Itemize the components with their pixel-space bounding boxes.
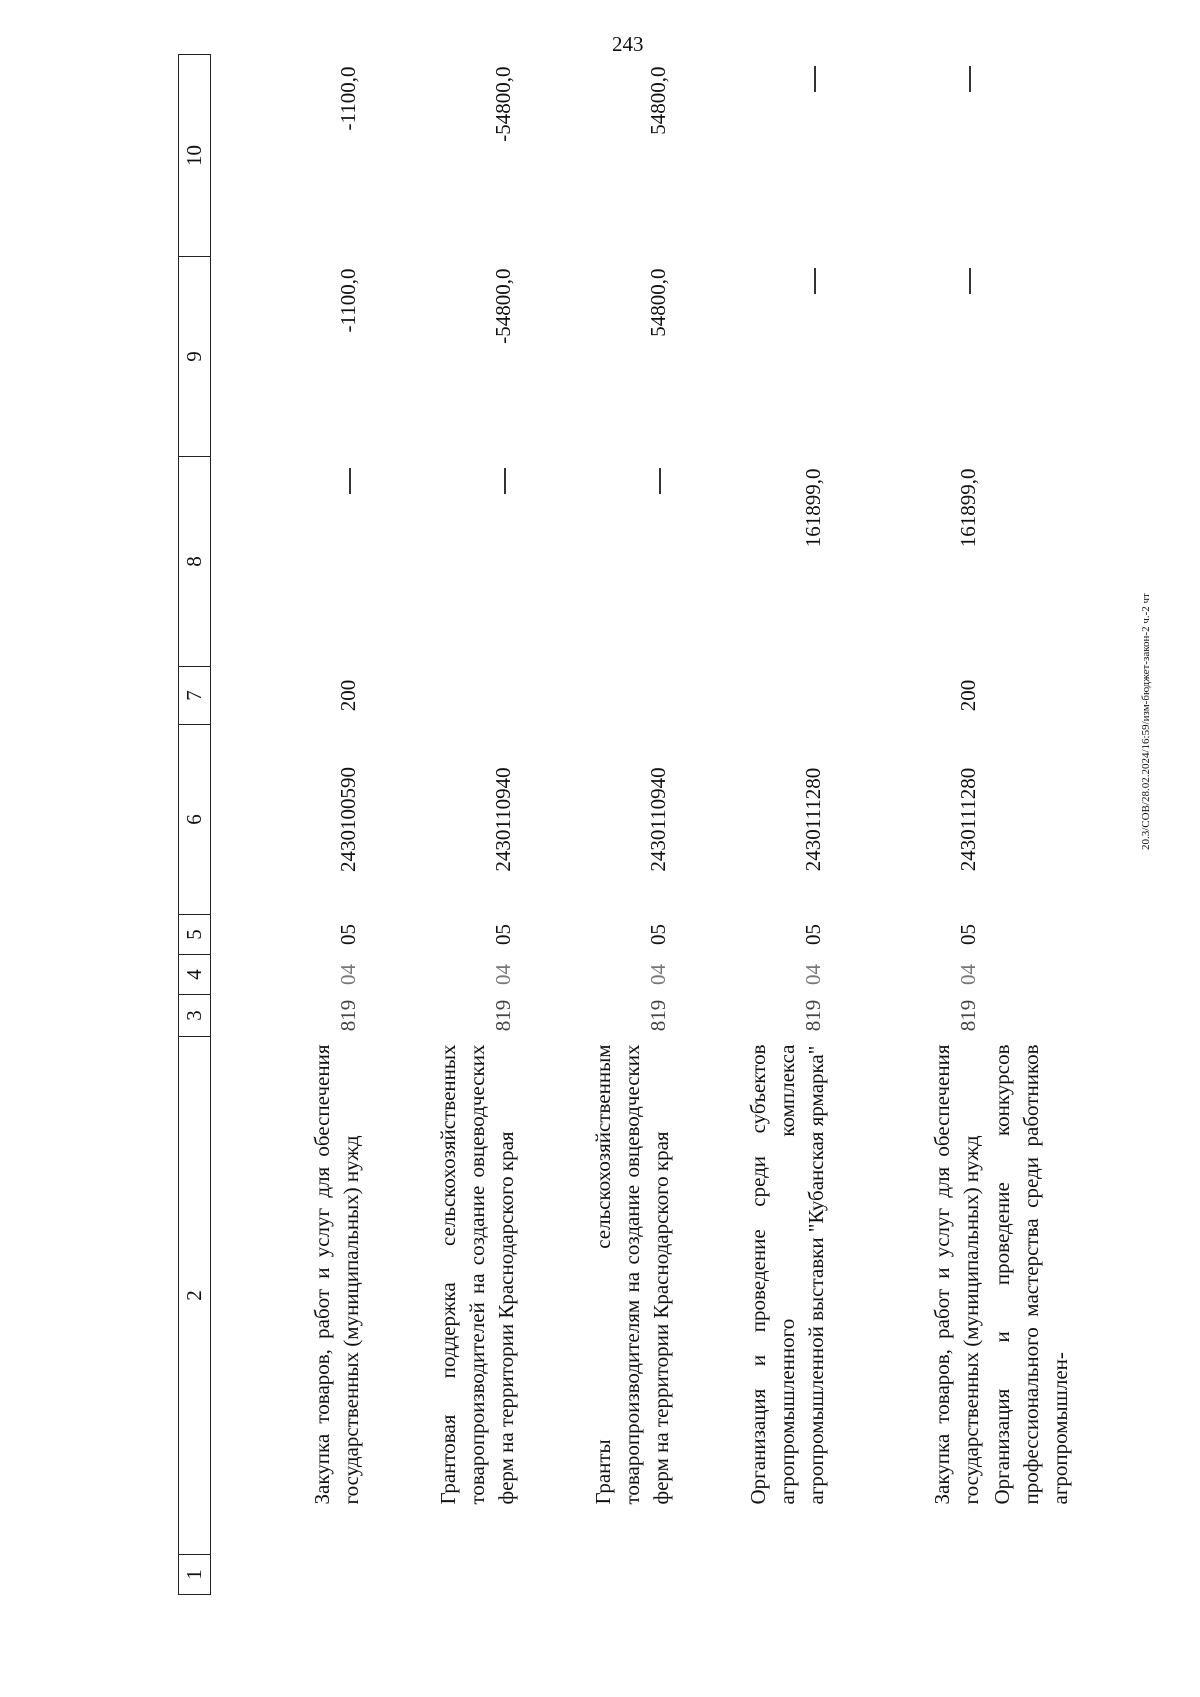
cell-col-5: [986, 915, 1141, 955]
cell-col-5: 05: [646, 924, 670, 945]
cell-col-1: [676, 1555, 831, 1595]
cell-col-8: [986, 457, 1141, 667]
cell-col-10: 54800,0: [646, 66, 670, 135]
table-row: [831, 55, 986, 1595]
col-header-6: 6: [179, 725, 211, 915]
cell-col-3: 819: [956, 999, 980, 1032]
cell-col-3: 819: [336, 999, 360, 1032]
cell-col-5: 05: [801, 924, 825, 945]
table-row: [521, 55, 676, 1595]
col-header-10: 10: [179, 55, 211, 257]
cell-col-9: 54800,0: [646, 268, 670, 337]
cell-col-9: [831, 257, 986, 457]
col-header-9: 9: [179, 257, 211, 457]
cell-col-7: [986, 667, 1141, 725]
col-header-2: 2: [179, 1037, 211, 1555]
cell-col-9: -1100,0: [336, 268, 360, 333]
cell-col-9: -54800,0: [491, 268, 515, 344]
cell-col-8: 161899,0: [801, 468, 825, 548]
cell-col-5: 05: [956, 924, 980, 945]
cell-col-10: -1100,0: [336, 66, 360, 131]
cell-col-3: 819: [491, 999, 515, 1032]
cell-col-3: 819: [801, 999, 825, 1032]
cell-col-1: [211, 1555, 367, 1595]
cell-name: Организация и проведение конкурсов профессионального мастерства среди работников агропромышлен-: [990, 1044, 1072, 1505]
header-row: [179, 55, 211, 1595]
cell-col-6: 2430100590: [336, 767, 360, 872]
cell-col-4: 04: [801, 964, 825, 985]
cell-col-1: [986, 1555, 1141, 1595]
cell-col-4: 04: [491, 964, 515, 985]
cell-col-6: 2430111280: [801, 767, 825, 872]
cell-col-9: [986, 257, 1141, 457]
col-header-1: 1: [179, 1555, 211, 1595]
cell-col-4: 04: [956, 964, 980, 985]
cell-col-8: [366, 457, 521, 667]
cell-col-8: [211, 457, 367, 667]
dash-mark: [814, 67, 815, 93]
dash-mark: [659, 469, 660, 495]
cell-col-7: 200: [956, 679, 980, 712]
cell-col-3: 819: [646, 999, 670, 1032]
col-header-7: 7: [179, 667, 211, 725]
dash-mark: [349, 469, 350, 495]
cell-col-10: -54800,0: [491, 66, 515, 142]
cell-col-10: [676, 55, 831, 257]
table-body: [211, 55, 1142, 1595]
cell-col-7: [366, 667, 521, 725]
cell-name: Организация и проведение среди субъектов агропромышленного комплекса агропромышленной выставки "Кубанская ярмарка": [746, 1044, 828, 1505]
cell-col-4: [986, 955, 1141, 995]
footer-stamp: 20.3/СОВ/28.02.2024/16:59/изм-бюджет-закон-2 ч.-2 чт: [1140, 593, 1152, 850]
cell-col-1: [366, 1555, 521, 1595]
col-header-8: 8: [179, 457, 211, 667]
dash-mark: [504, 469, 505, 495]
col-header-3: 3: [179, 995, 211, 1037]
table-row: [986, 55, 1141, 1595]
cell-col-10: [831, 55, 986, 257]
cell-col-9: [676, 257, 831, 457]
dash-mark: [814, 269, 815, 295]
cell-col-3: [986, 995, 1141, 1037]
cell-col-10: [986, 55, 1141, 257]
col-header-4: 4: [179, 955, 211, 995]
cell-col-6: 2430110940: [491, 767, 515, 872]
table-row: [366, 55, 521, 1595]
cell-col-1: [831, 1555, 986, 1595]
cell-name: Гранты сельскохозяйственным товаропроизводителям на создание овцеводческих ферм на территории Краснодарского края: [591, 1044, 673, 1505]
cell-col-8: 161899,0: [956, 468, 980, 548]
cell-col-8: [521, 457, 676, 667]
cell-col-6: 2430110940: [646, 767, 670, 872]
cell-col-6: [986, 725, 1141, 915]
table-row: [676, 55, 831, 1595]
page-number: 243: [612, 32, 644, 56]
col-header-5: 5: [179, 915, 211, 955]
cell-col-6: 2430111280: [956, 767, 980, 872]
cell-col-5: 05: [336, 924, 360, 945]
cell-name: Закупка товаров, работ и услуг для обеспечения государственных (муниципальных) нужд: [310, 1044, 363, 1505]
dash-mark: [969, 269, 970, 295]
budget-table-sheet: [178, 55, 1200, 1595]
budget-table: [178, 54, 1141, 1595]
cell-col-1: [521, 1555, 676, 1595]
dash-mark: [969, 67, 970, 93]
cell-col-4: 04: [646, 964, 670, 985]
cell-col-7: [521, 667, 676, 725]
cell-col-4: 04: [336, 964, 360, 985]
cell-name: Закупка товаров, работ и услуг для обеспечения государственных (муниципальных) нужд: [930, 1044, 983, 1505]
cell-col-5: 05: [491, 924, 515, 945]
table-row: [211, 55, 367, 1595]
cell-col-7: 200: [336, 679, 360, 712]
cell-name: Грантовая поддержка сельскохозяйственных товаропроизводителей на создание овцеводческих ферм на территории Краснодарского края: [436, 1044, 518, 1505]
cell-col-7: [676, 667, 831, 725]
